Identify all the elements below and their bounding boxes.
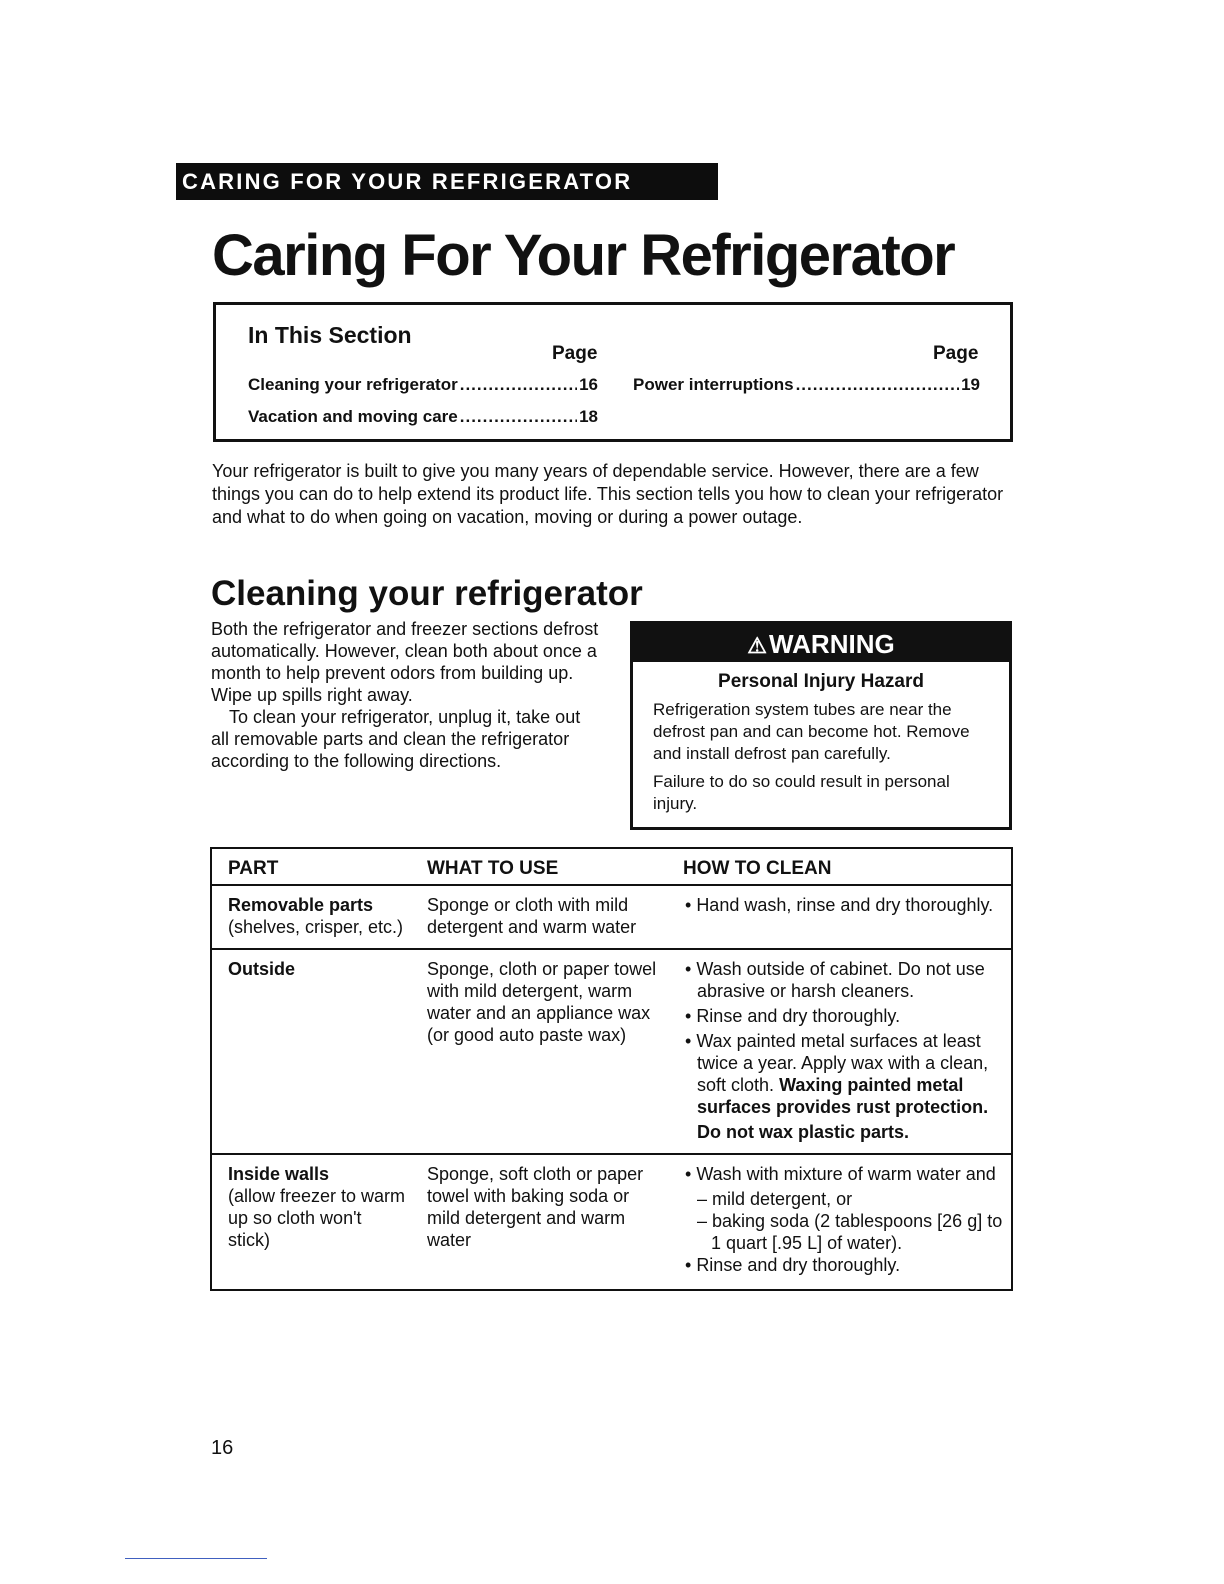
- bullet-item: • Rinse and dry thoroughly.: [683, 1254, 1007, 1276]
- toc-entry-label: Vacation and moving care: [248, 407, 458, 426]
- header-how-to-clean: HOW TO CLEAN: [667, 848, 1012, 885]
- warning-triangle-icon: ⚠: [747, 633, 768, 658]
- toc-heading: In This Section: [248, 322, 412, 348]
- part-note: (shelves, crisper, etc.): [228, 917, 404, 937]
- toc-entry-vacation[interactable]: [248, 407, 598, 427]
- toc-leader-dots: [460, 407, 577, 427]
- table-row: [211, 1154, 1012, 1290]
- bullet-text: Wax painted metal surfaces at least twice a year. Apply wax with a clean, soft cloth.: [696, 1031, 989, 1095]
- cell-what-to-use: Sponge, cloth or paper towel with mild detergent, warm water and an appliance wax (or good auto paste wax): [411, 949, 667, 1154]
- cell-how-to-clean: [667, 885, 1012, 949]
- sub-item: – baking soda (2 tablespoons [26 g] to 1 quart [.95 L] of water).: [683, 1210, 1007, 1254]
- toc-page-label-left: Page: [552, 343, 598, 364]
- footer-rule: [125, 1558, 267, 1559]
- bullet-item: • Wash with mixture of warm water and: [683, 1163, 1007, 1185]
- toc-entry-page: 18: [579, 407, 598, 426]
- rust-protection-note: Waxing painted metal surfaces provides rust protection.: [697, 1075, 989, 1117]
- warning-subtitle: Personal Injury Hazard: [718, 671, 924, 692]
- table-header-row: [211, 848, 1012, 885]
- toc-leader-dots: [796, 375, 960, 395]
- bullet-item: • Hand wash, rinse and dry thoroughly.: [683, 894, 1007, 916]
- cell-how-to-clean: [667, 1154, 1012, 1290]
- header-what-to-use: WHAT TO USE: [411, 848, 667, 885]
- toc-entry-page: 19: [961, 375, 980, 394]
- cell-how-to-clean: [667, 949, 1012, 1154]
- section-banner: CARING FOR YOUR REFRIGERATOR: [176, 163, 718, 200]
- cell-what-to-use: Sponge, soft cloth or paper towel with baking soda or mild detergent and warm water: [427, 1164, 644, 1250]
- table-row: [211, 885, 1012, 949]
- toc-entry-label: Power interruptions: [633, 375, 794, 394]
- page-title: Caring For Your Refrigerator: [212, 223, 955, 288]
- cleaning-intro: [211, 618, 601, 772]
- part-name: Inside walls: [228, 1164, 330, 1184]
- bullet-item: • Rinse and dry thoroughly.: [683, 1005, 1007, 1027]
- toc-entry-power[interactable]: [633, 375, 980, 395]
- bullet-item: • Wash outside of cabinet. Do not use abrasive or harsh cleaners.: [683, 958, 1007, 1002]
- cell-what-to-use: Sponge or cloth with mild detergent and warm water: [411, 885, 667, 949]
- toc-entry-label: Cleaning your refrigerator: [248, 375, 458, 394]
- no-wax-plastic-note: Do not wax plastic parts.: [697, 1122, 910, 1142]
- cleaning-para-1: Both the refrigerator and freezer sections defrost automatically. However, clean both about once a month to help prevent odors from building up. Wipe up spills right away.: [211, 619, 599, 705]
- cleaning-para-2: To clean your refrigerator, unplug it, take out all removable parts and clean the refrigerator according to the following directions.: [211, 707, 581, 771]
- bullet-item: [683, 1030, 1007, 1118]
- toc-entry-cleaning[interactable]: [248, 375, 598, 395]
- cell-part: [211, 949, 411, 1154]
- table-row: [211, 949, 1012, 1154]
- warning-body: [633, 699, 1009, 815]
- warning-box: [630, 621, 1012, 830]
- page-number: 16: [211, 1437, 234, 1459]
- toc-leader-dots: [460, 375, 577, 395]
- toc-page-label-right: Page: [933, 343, 979, 364]
- part-name: Removable parts: [228, 895, 374, 915]
- toc-entry-page: 16: [579, 375, 598, 394]
- warning-para-2: Failure to do so could result in personal injury.: [653, 772, 950, 813]
- in-this-section-box: [213, 302, 1013, 442]
- sub-item: – mild detergent, or: [683, 1188, 1007, 1210]
- cleaning-table: [210, 847, 1013, 1291]
- cell-part: [211, 885, 411, 949]
- header-part: PART: [211, 848, 411, 885]
- part-name: Outside: [228, 959, 296, 979]
- warning-label: WARNING: [769, 629, 895, 659]
- cell-part: [211, 1154, 411, 1290]
- intro-paragraph: Your refrigerator is built to give you many years of dependable service. However, there are a few things you can do to help extend its product life. This section tells you how to clean your refrigerator and what to do when going on vacation, moving or during a power outage.: [212, 461, 1004, 527]
- warning-bar: [633, 624, 1009, 662]
- part-note: (allow freezer to warm up so cloth won't stick): [228, 1186, 406, 1250]
- warning-para-1: Refrigeration system tubes are near the defrost pan and can become hot. Remove and install defrost pan carefully.: [653, 700, 970, 763]
- cleaning-heading: Cleaning your refrigerator: [211, 574, 643, 613]
